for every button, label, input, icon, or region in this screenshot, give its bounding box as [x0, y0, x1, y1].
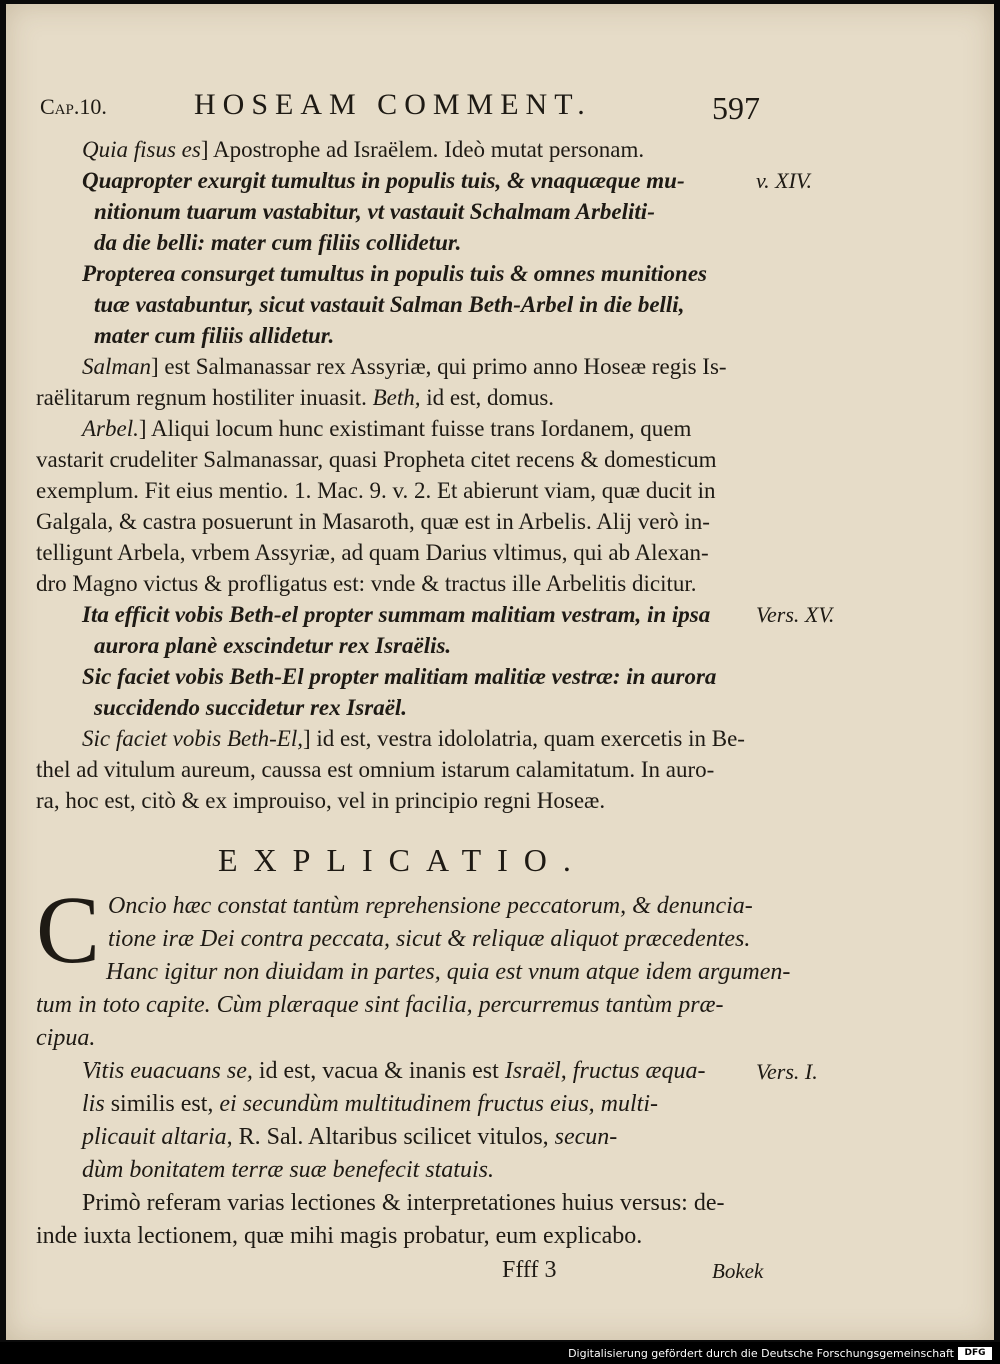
marginal-verse-note: Vers. I. [756, 1059, 818, 1084]
text-line [36, 1121, 966, 1154]
commentary-block-2-wrapper [36, 876, 966, 1253]
text-line [36, 989, 966, 1022]
text-run: tum in toto capite. Cùm plæraque sint facilia, percurremus tantùm præ- [36, 992, 724, 1018]
text-run: Arbel. [82, 416, 139, 441]
credit-text: Digitalisierung gefördert durch die Deutsche Forschungsgemeinschaft [568, 1347, 954, 1360]
text-run: id est, domus. [420, 385, 555, 410]
text-line [36, 754, 966, 785]
text-run: raëlitarum regnum hostiliter inuasit. [36, 385, 373, 410]
text-line [36, 165, 966, 196]
text-run: dùm bonitatem terræ suæ benefecit statuis. [82, 1157, 494, 1183]
text-run: telligunt Arbela, vrbem Assyriæ, ad quam Darius vltimus, qui ab Alexan- [36, 540, 709, 565]
drop-cap: C [36, 876, 101, 983]
text-run: exemplum. Fit eius mentio. 1. Mac. 9. v. 2. Et abierunt viam, quæ ducit in [36, 478, 716, 503]
text-line [36, 1022, 966, 1055]
text-run: Beth, [372, 385, 421, 410]
text-run: tione iræ Dei contra peccata, sicut & reliquæ aliquot præcedentes. [108, 926, 751, 952]
text-line [36, 413, 966, 444]
text-run: inde iuxta lectionem, quæ mihi magis probatur, eum explicabo. [36, 1223, 643, 1249]
text-line [36, 537, 966, 568]
text-run: Ita efficit vobis Beth-el propter summam malitiam vestram, in ipsa [82, 602, 711, 627]
text-line [36, 785, 966, 816]
text-run: secun- [554, 1124, 618, 1150]
page-text [36, 88, 966, 1291]
text-line [36, 568, 966, 599]
text-line [36, 1088, 966, 1121]
text-line [36, 506, 966, 537]
text-run: dro Magno victus & profligatus est: vnde & tractus ille Arbelitis dicitur. [36, 571, 697, 596]
text-line [36, 1055, 966, 1088]
text-line [36, 227, 966, 258]
signature-mark: Ffff 3 [502, 1257, 557, 1283]
text-run: ] Apostrophe ad Israëlem. Ideò mutat personam. [200, 137, 645, 162]
text-run: ra, hoc est, citò & ex improuiso, vel in principio regni Hoseæ. [36, 788, 606, 813]
text-line [36, 475, 966, 506]
text-run: Salman [82, 354, 151, 379]
text-line [36, 630, 966, 661]
text-line [36, 258, 966, 289]
marginal-verse-note: Vers. XV. [756, 602, 835, 627]
chapter-label: Cap.10. [40, 94, 107, 119]
text-line [36, 1220, 966, 1253]
text-run: tuæ vastabuntur, sicut vastauit Salman Beth-Arbel in die belli, [94, 292, 685, 317]
text-line [36, 134, 966, 165]
running-title: HOSEAM COMMENT. [194, 88, 592, 121]
text-run: Israël, fructus æqua- [504, 1058, 706, 1084]
text-run: ] est Salmanassar rex Assyriæ, qui primo anno Hoseæ regis Is- [151, 354, 727, 379]
text-line [36, 723, 966, 754]
catchword: Bokek [712, 1259, 764, 1283]
text-line [36, 599, 966, 630]
running-head [36, 88, 966, 134]
text-run: ] Aliqui locum hunc existimant fuisse trans Iordanem, quem [138, 416, 692, 441]
text-line [36, 382, 966, 413]
text-run: Vitis euacuans se, [82, 1058, 253, 1084]
dfg-logo: DFG [958, 1347, 992, 1360]
text-run: Primò referam varias lectiones & interpretationes huius versus: de- [82, 1190, 725, 1216]
text-run: similis est, [104, 1091, 220, 1117]
text-run: ] id est, vestra idololatria, quam exercetis in Be- [302, 726, 745, 751]
text-run: ei secundùm multitudinem fructus eius, multi- [219, 1091, 658, 1117]
section-heading: EXPLICATIO. [218, 842, 587, 878]
text-line [36, 1187, 966, 1220]
text-run: cipua. [36, 1025, 96, 1051]
text-line [36, 692, 966, 723]
text-run: thel ad vitulum aureum, caussa est omnium istarum calamitatum. In auro- [36, 757, 715, 782]
text-run: nitionum tuarum vastabitur, vt vastauit Schalmam Arbeliti- [94, 199, 655, 224]
text-run: Quapropter exurgit tumultus in populis tuis, & vnaquæque mu- [82, 168, 685, 193]
text-run: lis [82, 1091, 105, 1117]
text-line [36, 890, 966, 923]
marginal-verse-note: v. XIV. [756, 168, 812, 193]
text-line [36, 956, 966, 989]
text-line [36, 661, 966, 692]
book-page [6, 4, 994, 1340]
digitization-credit-bar [0, 1344, 1000, 1364]
text-line [36, 923, 966, 956]
text-line [36, 320, 966, 351]
text-run: Hanc igitur non diuidam in partes, quia est vnum atque idem argumen- [106, 959, 791, 985]
text-run: da die belli: mater cum filiis collidetur. [94, 230, 462, 255]
text-run: Galgala, & castra posuerunt in Masaroth, quæ est in Arbelis. Alij verò in- [36, 509, 710, 534]
commentary-block-1 [36, 134, 966, 816]
text-run: id est, vacua & inanis est [252, 1058, 505, 1084]
text-line [36, 1154, 966, 1187]
text-run: Sic faciet vobis Beth-El, [82, 726, 303, 751]
text-line [36, 351, 966, 382]
text-run: aurora planè exscindetur rex Israëlis. [94, 633, 452, 658]
text-run: Propterea consurget tumultus in populis tuis & omnes munitiones [82, 261, 707, 286]
text-run: , R. Sal. Altaribus scilicet vitulos, [226, 1124, 555, 1150]
text-line [36, 289, 966, 320]
page-footer [36, 1257, 966, 1291]
page-number: 597 [712, 90, 760, 126]
text-run: Sic faciet vobis Beth-El propter malitiam malitiæ vestræ: in aurora [82, 664, 717, 689]
text-line [36, 444, 966, 475]
text-run: plicauit altaria [82, 1124, 227, 1150]
commentary-block-2 [36, 876, 966, 1253]
text-run: mater cum filiis allidetur. [94, 323, 335, 348]
text-run: succidendo succidetur rex Israël. [94, 695, 408, 720]
text-run: Oncio hæc constat tantùm reprehensione peccatorum, & denuncia- [108, 893, 753, 919]
text-line [36, 196, 966, 227]
text-run: Quia fisus es [82, 137, 201, 162]
text-run: vastarit crudeliter Salmanassar, quasi Propheta citet recens & domesticum [36, 447, 717, 472]
